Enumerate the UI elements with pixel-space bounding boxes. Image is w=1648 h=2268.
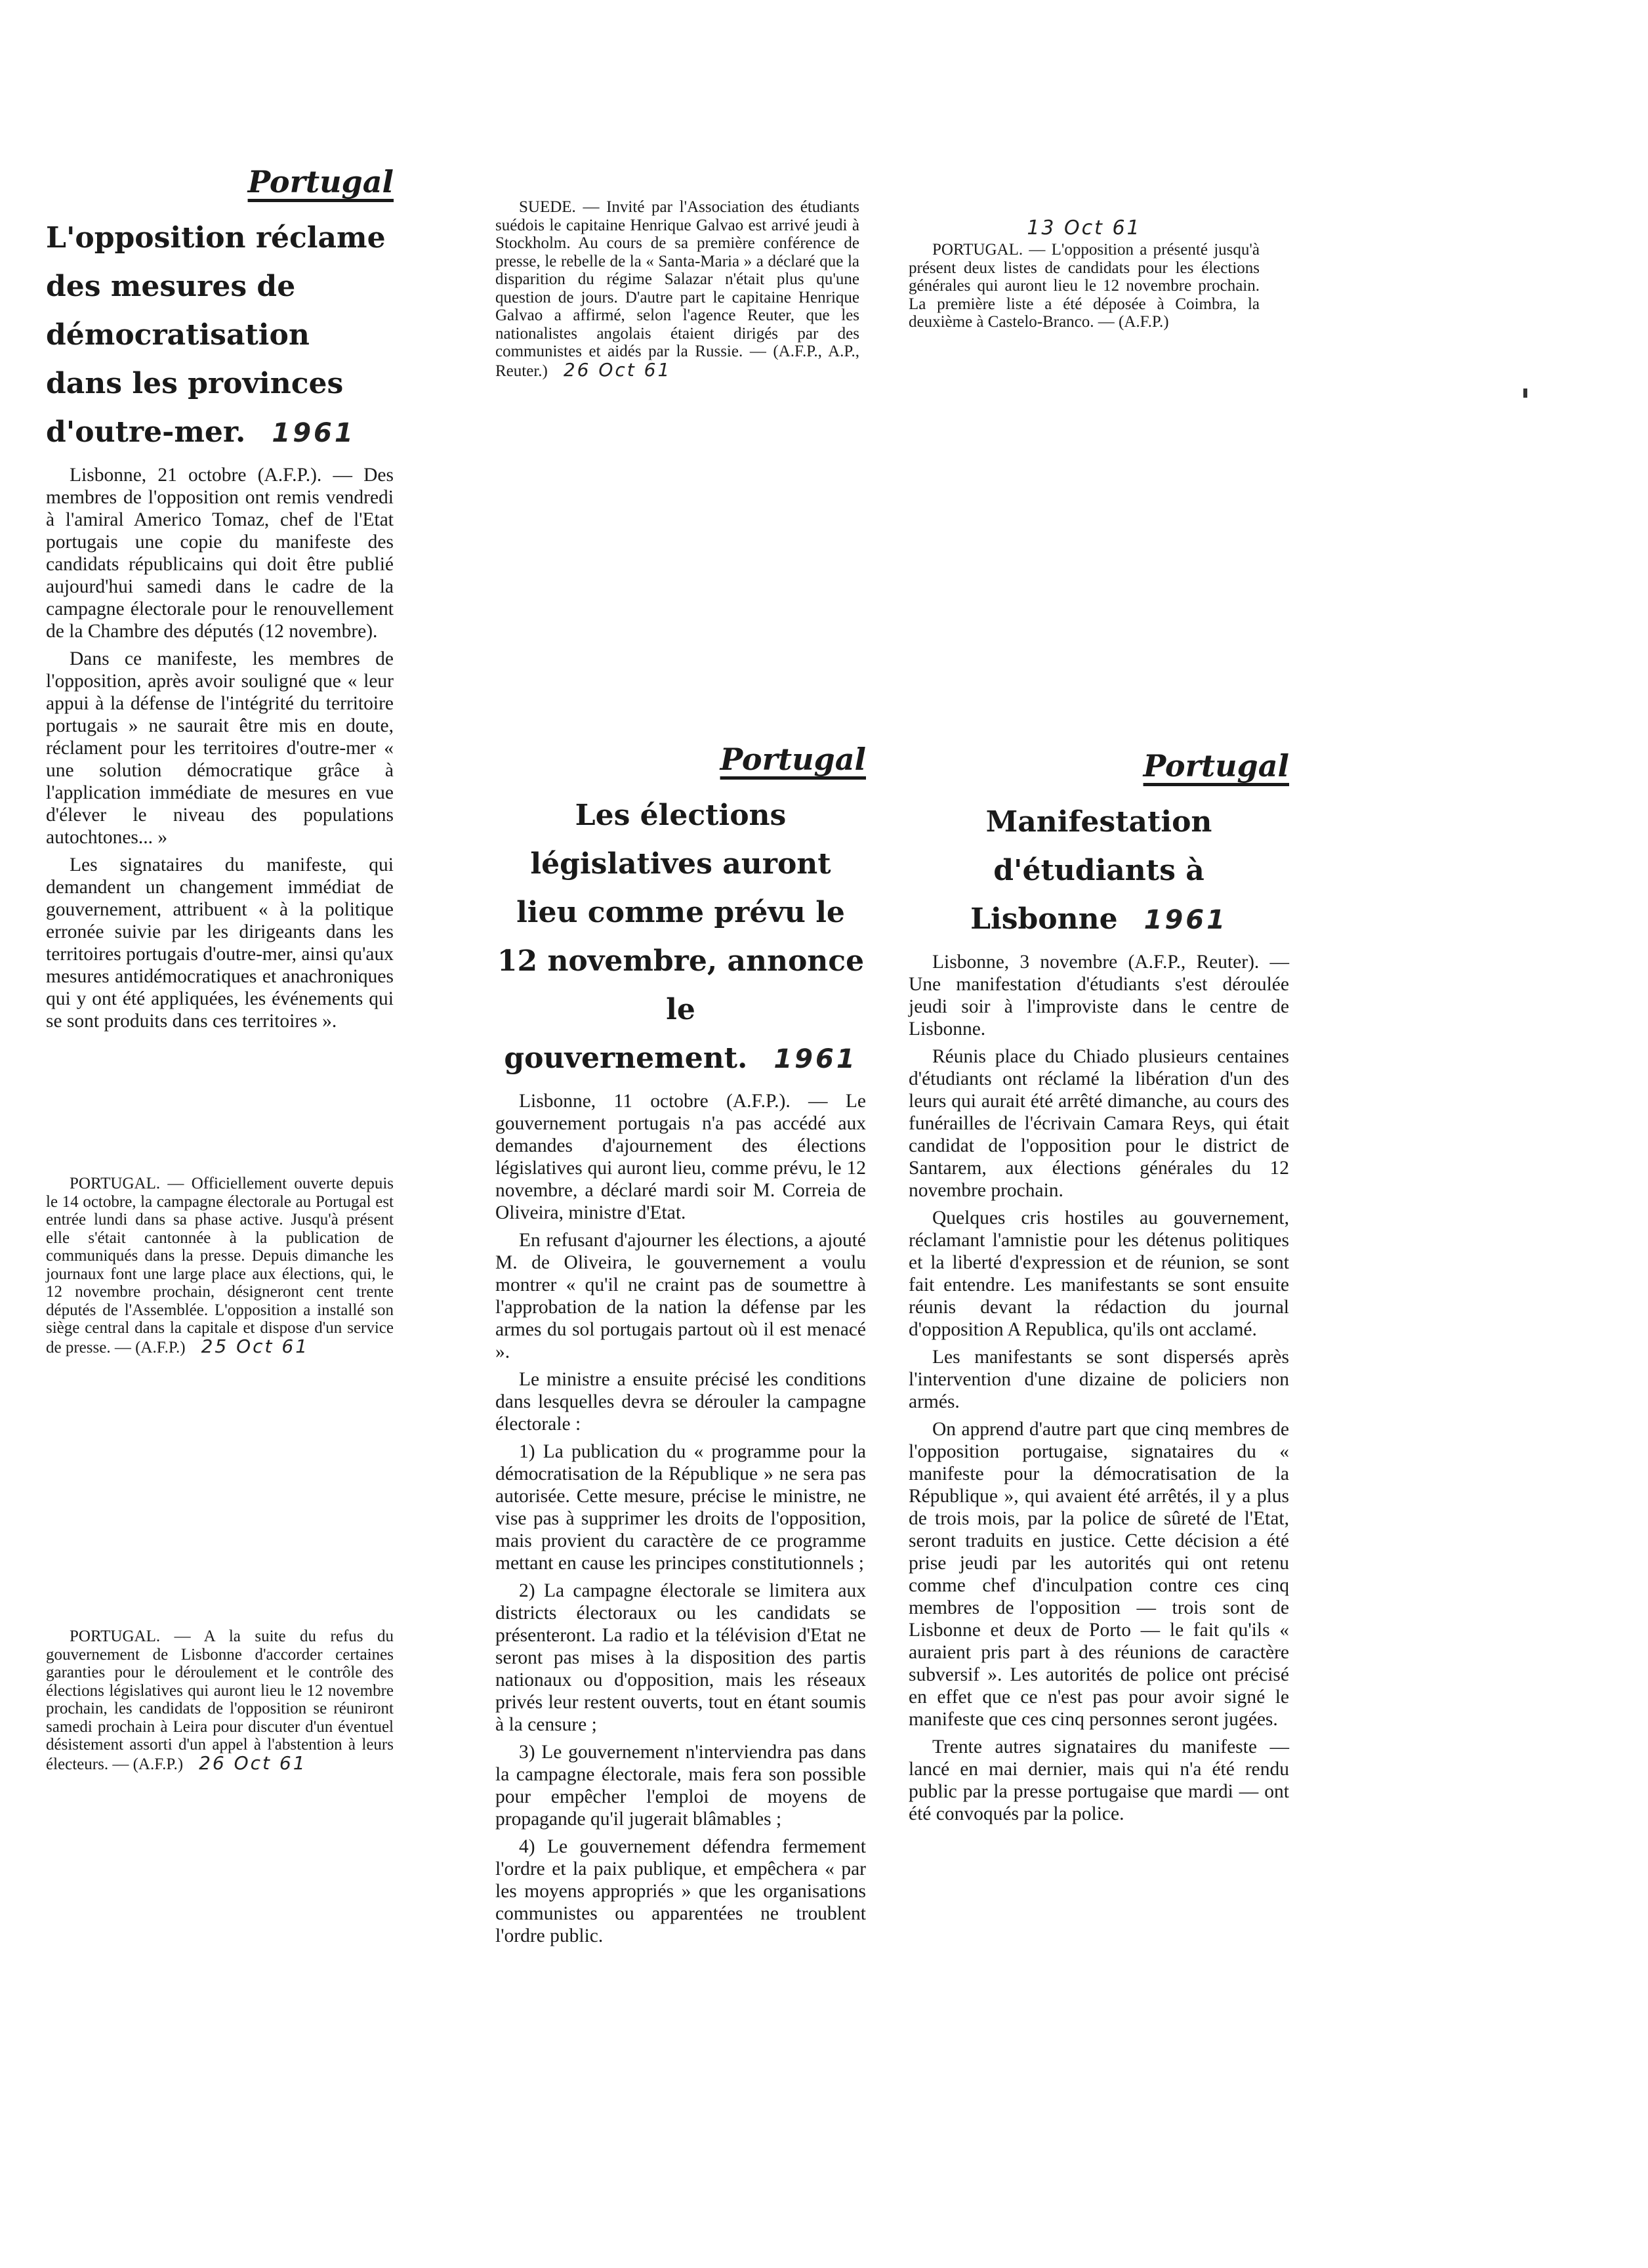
handwritten-year: 1961 (1143, 905, 1227, 935)
article-paragraph: Dans ce manifeste, les membres de l'opposition, après avoir souligné que « leur appui à la défense de l'intégrité du territoire portugais » ne saurait être mis en doute, réclament pour les territoires d'outre-mer « une solution démocratique grâce à l'application immédiate de mesures en vue d'élever le niveau des populations autochtones... » (46, 648, 394, 848)
article-paragraph: On apprend d'autre part que cinq membres de l'opposition portugaise, signataires du « manifeste pour la démocratisation de la République », qui avaient été arrêtés, il y a plus de trois mois, par la police de sûreté de l'Etat, seront traduits en justice. Cette décision a été prise jeudi par les autorités qui ont retenu comme chef d'inculpation contre ces cinq membres de l'opposition — trois sont de Lisbonne et deux de Porto — le fait qu'ils « auraient pris part à des réunions de caractère subversif ». Les autorités de police ont précisé en effet que ce n'est pas pour avoir signé le manifeste que ces cinq personnes seront jugées. (909, 1419, 1289, 1730)
article-elections-legislatives (495, 742, 866, 1952)
brief-refus-garanties (46, 1628, 394, 1778)
handwritten-date: 25 Oct 61 (201, 1335, 310, 1357)
article-paragraph: 1) La publication du « programme pour la démocratisation de la République » ne sera pas autorisée. Cette mesure, précise le ministre, ne vise pas à supprimer les droits de l'opposition, mais provient du caractère de ce programme mettant en cause les principes constitutionnels ; (495, 1441, 866, 1574)
article-paragraph: Quelques cris hostiles au gouvernement, réclamant l'amnistie pour les détenus politiques et la liberté d'expression et de réunion, se sont fait entendre. Les manifestants se sont ensuite réunis devant la rédaction du journal d'opposition A Republica, qu'ils ont acclamé. (909, 1208, 1289, 1340)
article-manifestation-etudiants (909, 748, 1289, 1830)
section-kicker: Portugal (720, 742, 866, 777)
article-paragraph: Lisbonne, 21 octobre (A.F.P.). — Des membres de l'opposition ont remis vendredi à l'amiral Americo Tomaz, chef de l'Etat portugais une copie du manifeste des candidats républicains qui doit être publié aujourd'hui samedi dans le cadre de la campagne électorale pour le renouvellement de la Chambre des députés (12 novembre). (46, 465, 394, 642)
brief-suede-galvao (495, 198, 859, 385)
article-paragraph: 3) Le gouvernement n'interviendra pas dans la campagne électorale, mais fera son possible pour empêcher l'emploi de moyens de propagande qu'il jugerait blâmables ; (495, 1742, 866, 1830)
handwritten-year: 1961 (773, 1044, 857, 1074)
article-paragraph: En refusant d'ajourner les élections, a ajouté M. de Oliveira, le gouvernement a voulu montrer « qu'il ne craint pas de soumettre à l'approbation de la nation la défense par les armes du sol portugais partout où il est menacé ». (495, 1230, 866, 1362)
handwritten-date: 26 Oct 61 (563, 358, 672, 381)
article-paragraph: Réunis place du Chiado plusieurs centaines d'étudiants ont réclamé la libération d'un des leurs qui aurait été arrêté dimanche, au cours des funérailles de l'écrivain Camara Reys, qui était candidat de l'opposition pour le district de Santarem, aux élections générales du 12 novembre prochain. (909, 1046, 1289, 1201)
article-paragraph: 2) La campagne électorale se limitera aux districts électoraux ou les candidats se présenteront. La radio et la télévision d'Etat ne seront pas mises à la disposition des partis nationaux ou d'opposition, mais les réseaux privés leur restent ouverts, tout en étant soumis à la censure ; (495, 1580, 866, 1735)
brief-text: PORTUGAL. — A la suite du refus du gouvernement de Lisbonne d'accorder certaines garanties pour le déroulement et le contrôle des élections législatives qui auront lieu le 12 novembre prochain, les candidats de l'opposition se réuniront samedi prochain à Leira pour discuter d'un éventuel désistement assorti d'un appel à l'abstention à leurs électeurs. — (A.F.P.) 26 Oct 61 (46, 1628, 394, 1774)
article-headline: Manifestation d'étudiants à Lisbonne 1961 (970, 805, 1227, 936)
article-headline: L'opposition réclame des mesures de démocratisation dans les provinces d'outre-mer. 1961 (46, 221, 386, 449)
article-paragraph: Lisbonne, 3 novembre (A.F.P., Reuter). — Une manifestation d'étudiants s'est déroulée jeudi soir à l'improviste dans le centre de Lisbonne. (909, 952, 1289, 1040)
brief-text: PORTUGAL. — L'opposition a présenté jusqu'à présent deux listes de candidats pour les élections générales qui auront lieu le 12 novembre prochain. La première liste a été déposée à Coimbra, la deuxième à Castelo-Branco. — (A.F.P.) (909, 241, 1260, 331)
article-headline: Les élections législatives auront lieu comme prévu le 12 novembre, annonce le gouvernement. 1961 (497, 799, 865, 1075)
brief-listes-candidats (909, 217, 1260, 337)
handwritten-date: 26 Oct 61 (199, 1752, 307, 1774)
article-paragraph: Les signataires du manifeste, qui demandent un changement immédiat de gouvernement, attribuent « à la politique erronée suivie par les dirigeants dans les territoires portugais d'outre-mer, ainsi qu'aux mesures antidémocratiques et anachroniques qui y ont été appliquées, les événements qui se sont produits dans ces territoires ». (46, 854, 394, 1032)
section-kicker: Portugal (1143, 748, 1289, 784)
article-paragraph: Le ministre a ensuite précisé les conditions dans lesquelles devra se dérouler la campagne électorale : (495, 1369, 866, 1435)
handwritten-year: 1961 (272, 418, 356, 448)
article-paragraph: 4) Le gouvernement défendra fermement l'ordre et la paix publique, et empêchera « par les moyens appropriés » que les organisations communistes ou apparentées ne troublent l'ordre public. (495, 1836, 866, 1946)
brief-text: SUEDE. — Invité par l'Association des étudiants suédois le capitaine Henrique Galvao est arrivé jeudi à Stockholm. Au cours de sa première conférence de presse, le rebelle de la « Santa-Maria » a déclaré que la disparition du régime Salazar n'était plus qu'une question de jours. D'autre part le capitaine Henrique Galvao a affirmé, selon l'agence Reuter, que les nationalistes angolais étaient dirigés par des communistes et aidés par la Russie. — (A.F.P., A.P., Reuter.) 26 Oct 61 (495, 198, 859, 381)
article-paragraph: Trente autres signataires du manifeste — lancé en mai dernier, mais qui n'a été rendu public par la presse portugaise que mardi — ont été convoqués par la police. (909, 1736, 1289, 1824)
article-opposition-reclame (46, 164, 394, 1038)
article-paragraph: Les manifestants se sont dispersés après l'intervention d'une dizaine de policiers non armés. (909, 1347, 1289, 1412)
section-kicker: Portugal (247, 164, 394, 200)
article-paragraph: Lisbonne, 11 octobre (A.F.P.). — Le gouvernement portugais n'a pas accédé aux demandes d'ajournement des élections législatives qui auront lieu, comme prévu, le 12 novembre, a déclaré mardi soir M. Correia de Oliveira, ministre d'Etat. (495, 1091, 866, 1223)
handwritten-date: 13 Oct 61 (1027, 217, 1142, 240)
brief-text: PORTUGAL. — Officiellement ouverte depuis le 14 octobre, la campagne électorale au Portugal est entrée lundi dans sa phase active. Jusqu'à présent elle s'était cantonnée à la publication de communiqués dans la presse. Depuis dimanche les journaux font une large place aux élections, qui, le 12 novembre prochain, désigneront cent trente députés de l'Assemblée. L'opposition a installé son siège central dans la capitale et dispose d'un service de presse. — (A.F.P.) 25 Oct 61 (46, 1175, 394, 1357)
brief-campagne-electorale (46, 1175, 394, 1362)
scan-mark (1523, 388, 1527, 398)
